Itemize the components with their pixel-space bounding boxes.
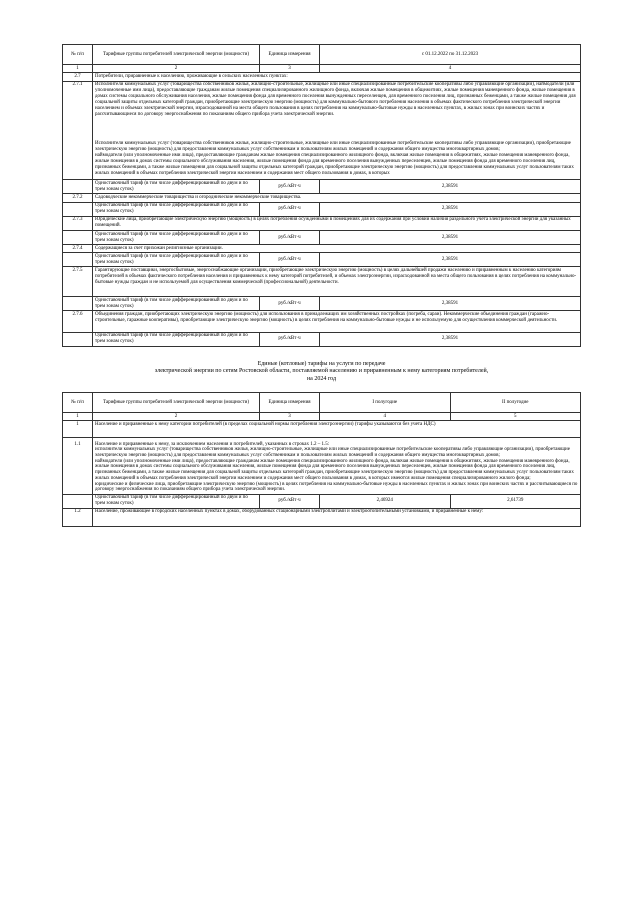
row-text: Население и приравненные к нему категории потребителей (в пределах социальной нормы потребления электроэнергии) (тарифы указываются без учета НДС) [93, 421, 581, 437]
tariff-row [63, 297, 581, 311]
col-number: 4 [320, 65, 581, 73]
tariff-unit: руб./кВт·ч [260, 297, 320, 311]
tariff-row [63, 494, 581, 508]
table-row [63, 216, 581, 230]
row-paragraph: Исполнители коммунальных услуг (товарищества собственников жилья, жилищно-строительные, жилищные или иные специализированные потребительские кооперативы либо управляющие организации), приобретающие электрическую энергию (мощность) для предоставления коммунальных услуг собственникам и пользователям жилых помещений и содержания общего имущества многоквартирных домов; [95, 141, 571, 153]
table-row [63, 437, 581, 494]
col-number: 5 [450, 413, 581, 421]
table-row [63, 245, 581, 253]
tariff-label: Одноставочный тариф (в том числе дифференцированный по двум и по трем зонам суток) [93, 253, 260, 267]
tariff-table-2023 [62, 44, 581, 347]
col-number: 2 [93, 413, 260, 421]
row-paragraph: наймодатели (или уполномоченные ими лица), предоставляющие гражданам жилые помещения специализированного жилищного фонда, включая жилые помещения в общежитиях, жилые помещения маневренного фонда, жилые помещения в домах системы социального обслуживания населения, жилые помещения фонда для временного поселения вынужденных переселенцев, жилые помещения фонда для временного поселения лиц, признанных беженцами, а также жилые помещения для социальной защиты отдельных категорий граждан, приобретающие электрическую энергию (мощность) для предоставления коммунальных услуг пользователям таких жилых помещений в объемах потребления электрической энергии населением и содержания мест общего пользования в домах, в которых [95, 153, 574, 177]
row-num: 2.7.2 [63, 194, 93, 202]
row-num [63, 230, 93, 244]
column-number-row [63, 65, 581, 73]
tariff-unit: руб./кВт·ч [260, 180, 320, 194]
row-num: 2.7.3 [63, 216, 93, 230]
table-header-row [63, 393, 581, 413]
row-paragraph: Исполнители коммунальных услуг (товарищества собственников жилья, жилищно-строительные, жилищные или иные специализированные потребительские кооперативы либо управляющие организации), наймодатели (или уполномоченные ими лица), предоставляющие гражданам жилые помещения специализированного жилищного фонда, включая жилые помещения в общежитиях, жилые помещения маневренного фонда, жилые помещения в домах системы социального обслуживания населения, жилые помещения фонда для временного поселения вынужденных переселенцев, для временного поселения лиц, признанных беженцами, а также жилые помещения для социальной защиты отдельных категорий граждан, приобретающие электрическую энергию (мощность) для коммунально-бытового потребления населения в объемах фактического потребления электрической энергии населением и объемах электрической энергии, израсходованной на места общего пользования в целях потребления на коммунально-бытовые нужды в населенных пунктах, в жилых зонах при воинских частях и рассчитывающиеся по договору энергоснабжения по показаниям общего прибора учета электрической энергии. [95, 82, 576, 118]
tariff-row [63, 253, 581, 267]
table-row [63, 73, 581, 81]
tariff-label: Одноставочный тариф (в том числе дифференцированный по двум и по трем зонам суток) [93, 230, 260, 244]
row-paragraph: наймодатели (или уполномоченные ими лица), предоставляющие гражданам жилые помещения специализированного жилищного фонда, включая жилые помещения в общежитиях, жилые помещения маневренного фонда, жилые помещения в домах системы социального обслуживания населения, жилые помещения фонда для временного поселения вынужденных переселенцев, жилые помещения фонда для временного поселения лиц, признанных беженцами, а также жилые помещения для социальной защиты отдельных категорий граждан, приобретающие электрическую энергию (мощность) для предоставления коммунальных услуг пользователям таких жилых помещений в объемах потребления электрической энергии населением и содержания мест общего пользования в домах, в которых имеются жилые помещения специализированного жилого фонда; [95, 458, 574, 481]
header-first-half: I полугодие [320, 393, 451, 413]
section-title [62, 361, 581, 392]
row-num: 2.7.4 [63, 245, 93, 253]
document-page [62, 44, 581, 527]
tariff-value-second-half: 2,61739 [450, 494, 581, 508]
tariff-row [63, 332, 581, 346]
row-num [63, 494, 93, 508]
table-header-row [63, 45, 581, 65]
header-num: № п/п [63, 393, 93, 413]
row-num: 2.7.5 [63, 267, 93, 297]
table-row [63, 508, 581, 526]
tariff-value: 2,38591 [320, 180, 581, 194]
col-number: 1 [63, 65, 93, 73]
tariff-label: Одноставочный тариф (в том числе дифференцированный по двум и по трем зонам суток) [93, 202, 260, 216]
col-number: 4 [320, 413, 451, 421]
table-row [63, 311, 581, 333]
tariff-label: Одноставочный тариф (в том числе дифференцированный по двум и по трем зонам суток) [93, 297, 260, 311]
table-row [63, 194, 581, 202]
table-row [63, 81, 581, 180]
col-number: 1 [63, 413, 93, 421]
col-number: 3 [260, 413, 320, 421]
tariff-table-2024 [62, 392, 581, 527]
row-text-block [93, 437, 581, 494]
col-number: 2 [93, 65, 260, 73]
tariff-row [63, 202, 581, 216]
section-title-line: Единые (котловые) тарифы на услуги по передаче [257, 361, 386, 368]
tariff-value-first-half: 2,46924 [320, 494, 451, 508]
row-paragraph: юридические и физические лица, приобретающие электрическую энергию (мощность) в целях потребления на коммунально-бытовые нужды в населенных пунктах и жилых зонах при воинских частях и рассчитывающиеся по договору энергоснабжения по показаниям общего прибора учета электрической энергии. [95, 481, 578, 493]
tariff-unit: руб./кВт·ч [260, 332, 320, 346]
tariff-unit: руб./кВт·ч [260, 230, 320, 244]
tariff-value: 2,38591 [320, 202, 581, 216]
row-text: Потребители, приравненные к населению, проживающие в сельских населенных пунктах: [93, 73, 581, 81]
tariff-label: Одноставочный тариф (в том числе дифференцированный по двум и по трем зонам суток) [93, 494, 260, 508]
row-text: Население, проживающее в городских населенных пунктах в домах, оборудованных стационарными электроплитами и электроотопительными установками, и приравненные к нему: [93, 508, 581, 526]
row-num: 1.2 [63, 508, 93, 526]
tariff-value: 2,38591 [320, 253, 581, 267]
col-number: 3 [260, 65, 320, 73]
tariff-unit: руб./кВт·ч [260, 494, 320, 508]
header-num: № п/п [63, 45, 93, 65]
row-text: Садоводческие некоммерческие товарищества и огороднические некоммерческие товарищества. [93, 194, 581, 202]
row-num [63, 253, 93, 267]
tariff-unit: руб./кВт·ч [260, 253, 320, 267]
row-num [63, 297, 93, 311]
row-text: Юридические лица, приобретающие электрическую энергию (мощность) в целях потребления осужденными в помещениях для их содержания при условии наличия раздельного учета электрической энергии для указанных помещений. [93, 216, 581, 230]
header-unit: Единица измерения [260, 393, 320, 413]
row-text-block [93, 81, 581, 180]
row-num: 2.7.1 [63, 81, 93, 180]
row-text: Содержащиеся за счет прихожан религиозные организации. [93, 245, 581, 253]
column-number-row [63, 413, 581, 421]
table-row [63, 421, 581, 437]
row-text [95, 82, 578, 141]
header-unit: Единица измерения [260, 45, 320, 65]
tariff-unit: руб./кВт·ч [260, 202, 320, 216]
header-group: Тарифные группы потребителей электрической энергии (мощности) [93, 45, 260, 65]
section-title-line: электрической энергии по сетям Ростовской области, поставляемой населению и приравненным к нему категориям потребителей, [154, 368, 489, 375]
tariff-value: 2,38591 [320, 230, 581, 244]
section-title-line: на 2024 год [306, 375, 337, 382]
row-num [63, 180, 93, 194]
row-num [63, 202, 93, 216]
row-num: 2.7 [63, 73, 93, 81]
tariff-value: 2,38591 [320, 297, 581, 311]
row-num: 1.1 [63, 437, 93, 494]
table-row [63, 267, 581, 297]
row-num [63, 332, 93, 346]
tariff-row [63, 180, 581, 194]
header-group: Тарифные группы потребителей электрической энергии (мощности) [93, 393, 260, 413]
tariff-value: 2,38591 [320, 332, 581, 346]
row-text: Гарантирующие поставщики, энергосбытовые, энергоснабжающие организации, приобретающие электрическую энергию (мощность) в целях дальнейшей продажи населению и приравненным к населению категориям потребителей в объемах фактического потребления населения и приравненных к нему категорий потребителей, и объемах электроэнергии, израсходованной на места общего пользования в целях потребления на коммунально-бытовые нужды граждан и не используемой для осуществления коммерческой (профессиональной) деятельности. [93, 267, 581, 297]
row-num: 1 [63, 421, 93, 437]
tariff-label: Одноставочный тариф (в том числе дифференцированный по двум и по трем зонам суток) [93, 332, 260, 346]
tariff-row [63, 230, 581, 244]
row-text: Объединения граждан, приобретающих электрическую энергию (мощность) для использования в принадлежащих им хозяйственных постройках (погреба, сараи). Некоммерческие объединения граждан (гаражно-строительные, гаражные кооперативы), приобретающие электрическую энергию (мощность) в целях потребления на коммунально-бытовые нужды и не используемую для осуществления коммерческой деятельности. [93, 311, 581, 333]
row-paragraph: Население и приравненные к нему, за исключением населения и потребителей, указанных в строках 1.2 – 1.5: [95, 441, 330, 447]
tariff-label: Одноставочный тариф (в том числе дифференцированный по двум и по трем зонам суток) [93, 180, 260, 194]
row-paragraph: исполнители коммунальных услуг (товарищества собственников жилья, жилищно-строительные, жилищные или иные специализированные потребительские кооперативы либо управляющие организации), приобретающие электрическую энергию (мощность) для предоставления коммунальных услуг собственникам и пользователям жилых помещений и содержания общего имущества многоквартирных домов; [95, 447, 570, 458]
header-second-half: II полугодие [450, 393, 581, 413]
row-num: 2.7.6 [63, 311, 93, 333]
header-period: с 01.12.2022 по 31.12.2023 [320, 45, 581, 65]
